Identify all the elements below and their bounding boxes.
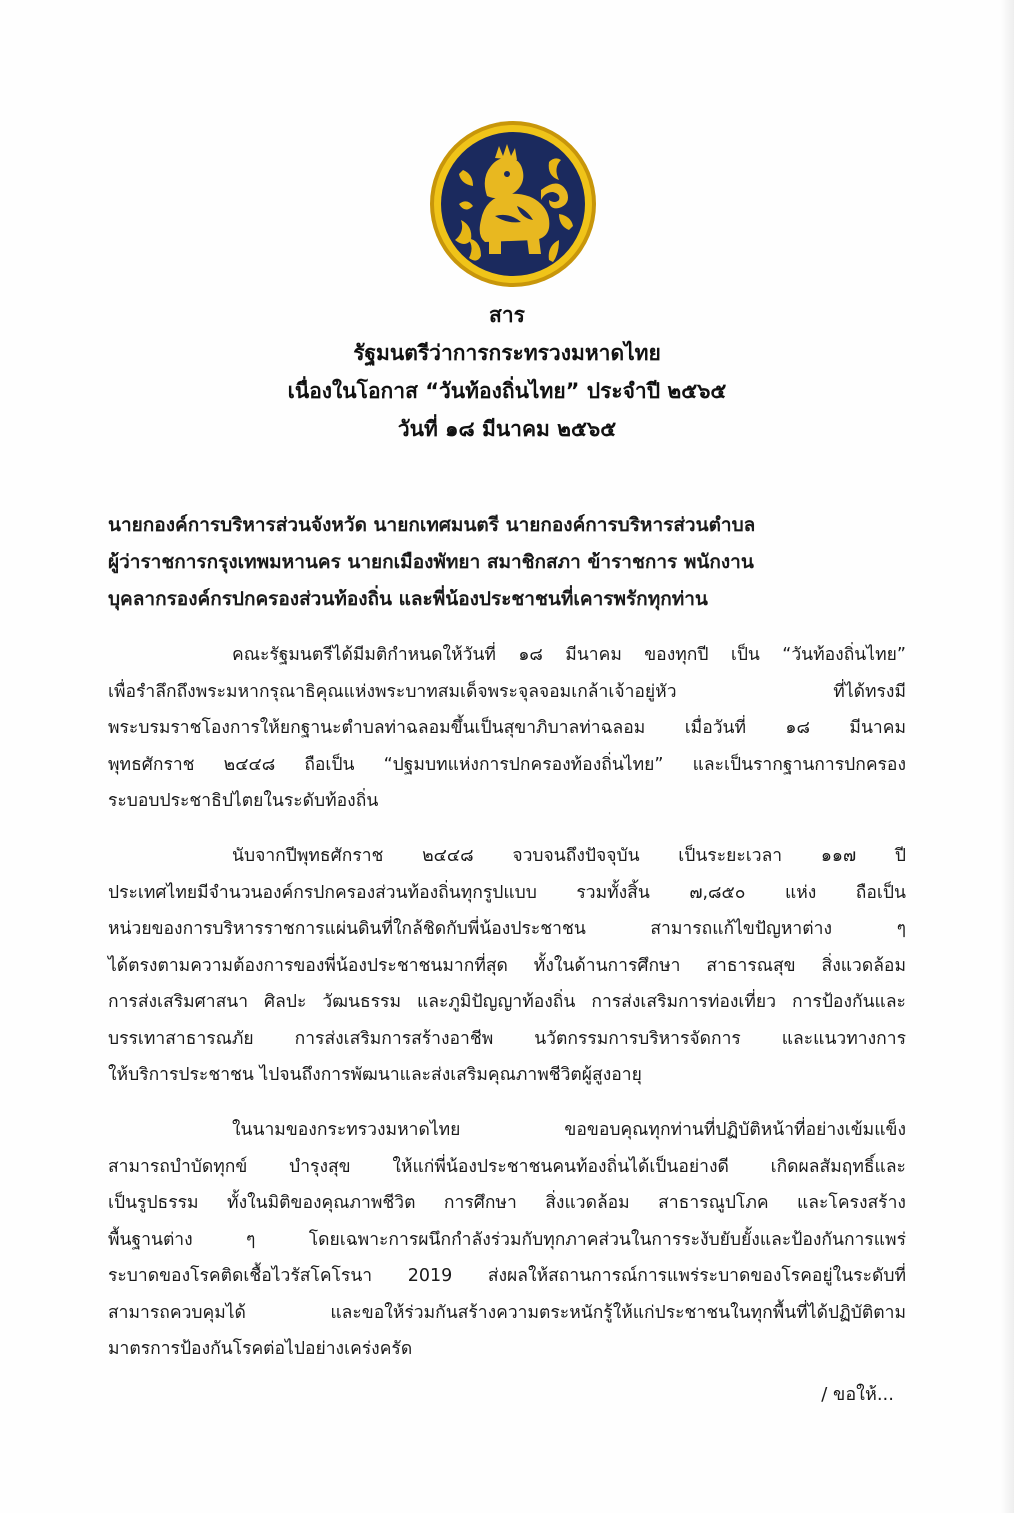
heading-title: สาร bbox=[489, 303, 525, 327]
paragraph-3 bbox=[108, 1112, 906, 1368]
paragraph-line: บรรเทาสาธารณภัย การส่งเสริมการสร้างอาชีพ นวัตกรรมการบริหารจัดการ และแนวทางการ bbox=[108, 1028, 906, 1049]
paragraph-line: ให้บริการประชาชน ไปจนถึงการพัฒนาและส่งเสริมคุณภาพชีวิตผู้สูงอายุ bbox=[108, 1065, 642, 1085]
paragraph-line: ได้ตรงตามความต้องการของพี่น้องประชาชนมากที่สุด ทั้งในด้านการศึกษา สาธารณสุข สิ่งแวดล้อม bbox=[108, 955, 906, 976]
paragraph-line: หน่วยของการบริหารราชการแผ่นดินที่ใกล้ชิดกับพี่น้องประชาชน สามารถแก้ไขปัญหาต่าง ๆ bbox=[108, 919, 906, 939]
continued-marker: / ขอให้... bbox=[821, 1384, 894, 1405]
paragraph-line: เพื่อรำลึกถึงพระมหากรุณาธิคุณแห่งพระบาทสมเด็จพระจุลจอมเกล้าเจ้าอยู่หัว ที่ได้ทรงมี bbox=[108, 681, 906, 702]
heading-sender: รัฐมนตรีว่าการกระทรวงมหาดไทย bbox=[353, 341, 661, 365]
paragraph-line: มาตรการป้องกันโรคต่อไปอย่างเคร่งครัด bbox=[108, 1339, 413, 1359]
heading-date: วันที่ ๑๘ มีนาคม ๒๕๖๕ bbox=[397, 417, 617, 441]
document-heading bbox=[0, 296, 1014, 448]
paragraph-line: เป็นรูปธรรม ทั้งในมิติของคุณภาพชีวิต การศึกษา สิ่งแวดล้อม สาธารณูปโภค และโครงสร้าง bbox=[108, 1193, 906, 1213]
ministry-seal-logo bbox=[429, 120, 597, 288]
paragraph-1 bbox=[108, 637, 906, 820]
paragraph-line: คณะรัฐมนตรีได้มีมติกำหนดให้วันที่ ๑๘ มีนาคม ของทุกปี เป็น “วันท้องถิ่นไทย” bbox=[232, 645, 906, 665]
salutation-line: นายกองค์การบริหารส่วนจังหวัด นายกเทศมนตรี นายกองค์การบริหารส่วนตำบล bbox=[108, 514, 756, 536]
salutation-line: บุคลากรองค์กรปกครองส่วนท้องถิ่น และพี่น้องประชาชนที่เคารพรักทุกท่าน bbox=[108, 588, 708, 610]
paragraph-line: ประเทศไทยมีจำนวนองค์กรปกครองส่วนท้องถิ่นทุกรูปแบบ รวมทั้งสิ้น ๗,๘๕๐ แห่ง ถือเป็น bbox=[108, 882, 906, 903]
paragraph-2 bbox=[108, 838, 906, 1094]
paragraph-line: สามารถควบคุมได้ และขอให้ร่วมกันสร้างความตระหนักรู้ให้แก่ประชาชนในทุกพื้นที่ได้ปฏิบัติตาม bbox=[108, 1302, 906, 1323]
paragraph-line: พื้นฐานต่าง ๆ โดยเฉพาะการผนึกกำลังร่วมกับทุกภาคส่วนในการระงับยับยั้งและป้องกันการแพร่ bbox=[108, 1229, 906, 1250]
salutation bbox=[108, 507, 908, 618]
paragraph-line: พระบรมราชโองการให้ยกฐานะตำบลท่าฉลอมขึ้นเป็นสุขาภิบาลท่าฉลอม เมื่อวันที่ ๑๘ มีนาคม bbox=[108, 718, 906, 738]
paragraph-line: การส่งเสริมศาสนา ศิลปะ วัฒนธรรม และภูมิปัญญาท้องถิ่น การส่งเสริมการท่องเที่ยว การป้องกันและ bbox=[108, 992, 906, 1012]
paragraph-line: พุทธศักราช ๒๔๔๘ ถือเป็น “ปฐมบทแห่งการปกครองท้องถิ่นไทย” และเป็นรากฐานการปกครอง bbox=[108, 754, 906, 775]
paragraph-line: ระบาดของโรคติดเชื้อไวรัสโคโรนา 2019 ส่งผลให้สถานการณ์การแพร่ระบาดของโรคอยู่ในระดับที่ bbox=[108, 1266, 906, 1286]
page-edge-shadow bbox=[1000, 0, 1014, 1513]
paragraph-line: ระบอบประชาธิปไตยในระดับท้องถิ่น bbox=[108, 791, 379, 811]
paragraph-line: สามารถบำบัดทุกข์ บำรุงสุข ให้แก่พี่น้องประชาชนคนท้องถิ่นได้เป็นอย่างดี เกิดผลสัมฤทธิ์และ bbox=[108, 1156, 906, 1177]
paragraph-line: นับจากปีพุทธศักราช ๒๔๔๘ จวบจนถึงปัจจุบัน เป็นระยะเวลา ๑๑๗ ปี bbox=[232, 846, 906, 866]
salutation-line: ผู้ว่าราชการกรุงเทพมหานคร นายกเมืองพัทยา สมาชิกสภา ข้าราชการ พนักงาน bbox=[108, 551, 754, 573]
heading-occasion: เนื่องในโอกาส “วันท้องถิ่นไทย” ประจำปี ๒๕๖๕ bbox=[287, 379, 727, 403]
paragraph-line: ในนามของกระทรวงมหาดไทย ขอขอบคุณทุกท่านที่ปฏิบัติหน้าที่อย่างเข้มแข็ง bbox=[232, 1120, 906, 1140]
